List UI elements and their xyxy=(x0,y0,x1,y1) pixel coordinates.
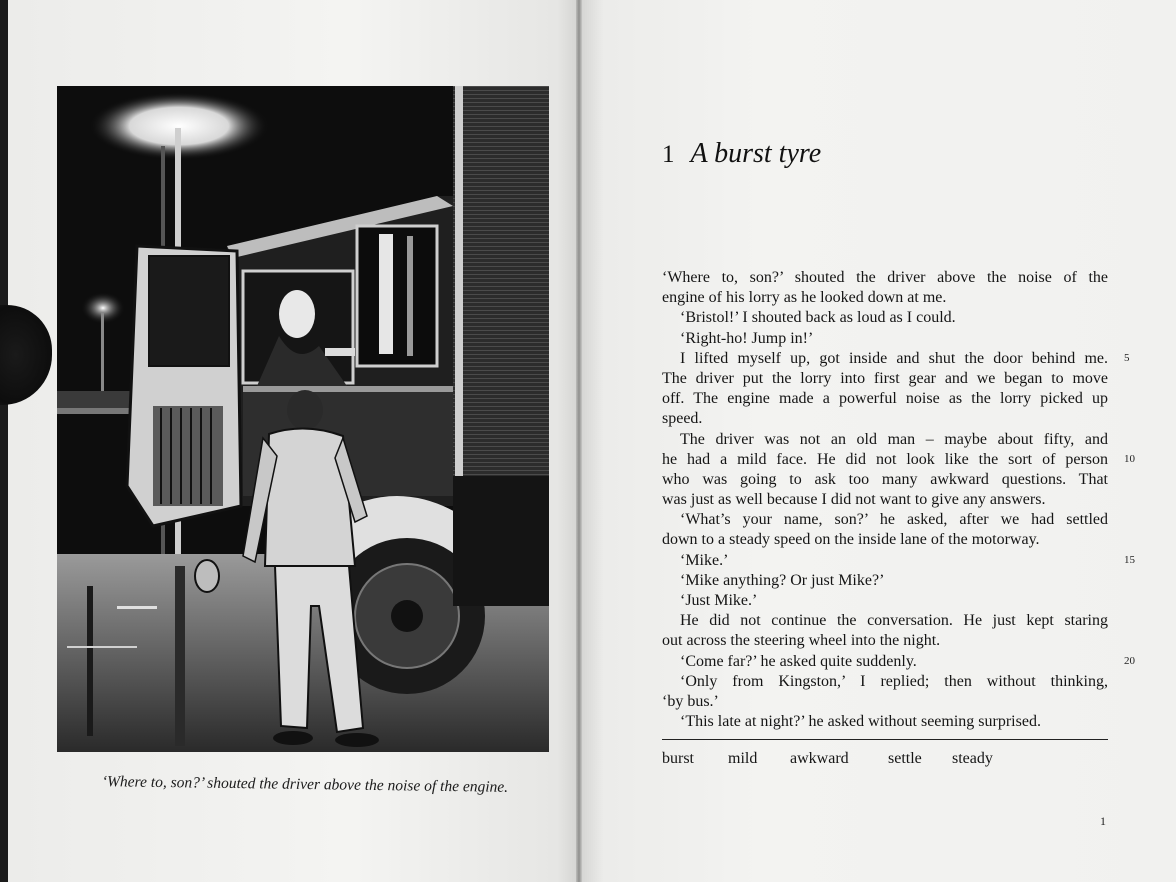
body-line: out across the steering wheel into the night. xyxy=(662,632,941,650)
glossary-rule xyxy=(662,739,1108,740)
chapter-heading xyxy=(662,138,821,170)
line-number: 20 xyxy=(1124,655,1135,667)
body-line: ‘Bristol!’ I shouted back as loud as I could. xyxy=(680,309,956,327)
body-line: ‘by bus.’ xyxy=(662,692,719,710)
glossary-word: burst xyxy=(662,750,694,767)
chapter-title: A burst tyre xyxy=(690,138,822,169)
body-line: ‘Come far?’ he asked quite suddenly. xyxy=(680,652,917,670)
body-line: off. The engine made a powerful noise as the lorry picked up xyxy=(662,390,1108,408)
body-line: ‘Where to, son?’ shouted the driver above the noise of the xyxy=(662,269,1108,286)
glossary-word: awkward xyxy=(790,750,849,767)
body-line: ‘Mike.’ xyxy=(680,551,729,569)
body-line: ‘This late at night?’ he asked without seeming surprised. xyxy=(680,713,1041,731)
body-line: The driver was not an old man – maybe about fifty, and xyxy=(680,430,1108,448)
line-number: 15 xyxy=(1124,554,1135,566)
body-line: He did not continue the conversation. He just kept staring xyxy=(680,612,1108,630)
body-line: was just as well because I did not want to give any answers. xyxy=(662,491,1046,509)
body-line: ‘What’s your name, son?’ he asked, after we had settled xyxy=(680,511,1108,529)
line-number: 5 xyxy=(1124,352,1130,364)
glossary-words xyxy=(662,750,1108,772)
chapter-number: 1 xyxy=(662,141,675,168)
body-line: ‘Mike anything? Or just Mike?’ xyxy=(680,571,885,589)
body-line: The driver put the lorry into first gear and we began to move xyxy=(662,369,1108,387)
body-line: I lifted myself up, got inside and shut the door behind me. xyxy=(680,349,1108,367)
lorry-illustration-art xyxy=(57,86,549,752)
body-line: he had a mild face. He did not look like the sort of person xyxy=(662,450,1108,468)
chapter-body xyxy=(662,268,1108,732)
illustration-caption: ‘Where to, son?’ shouted the driver above the noise of the engine. xyxy=(101,773,509,796)
page-number: 1 xyxy=(1100,814,1106,828)
lorry-illustration xyxy=(57,86,549,752)
body-line: engine of his lorry as he looked down at me. xyxy=(662,289,947,307)
line-number: 10 xyxy=(1124,453,1135,465)
body-line: who was going to ask too many awkward questions. That xyxy=(662,470,1108,488)
glossary-word: steady xyxy=(952,750,993,767)
body-line: ‘Just Mike.’ xyxy=(680,592,758,609)
glossary-word: settle xyxy=(888,750,922,767)
body-line: down to a steady speed on the inside lane of the motorway. xyxy=(662,531,1040,549)
body-line: ‘Right-ho! Jump in!’ xyxy=(680,329,814,347)
book-gutter xyxy=(576,0,582,882)
body-line: ‘Only from Kingston,’ I replied; then without thinking, xyxy=(680,672,1108,690)
body-line: speed. xyxy=(662,410,703,428)
glossary-word: mild xyxy=(728,750,758,767)
